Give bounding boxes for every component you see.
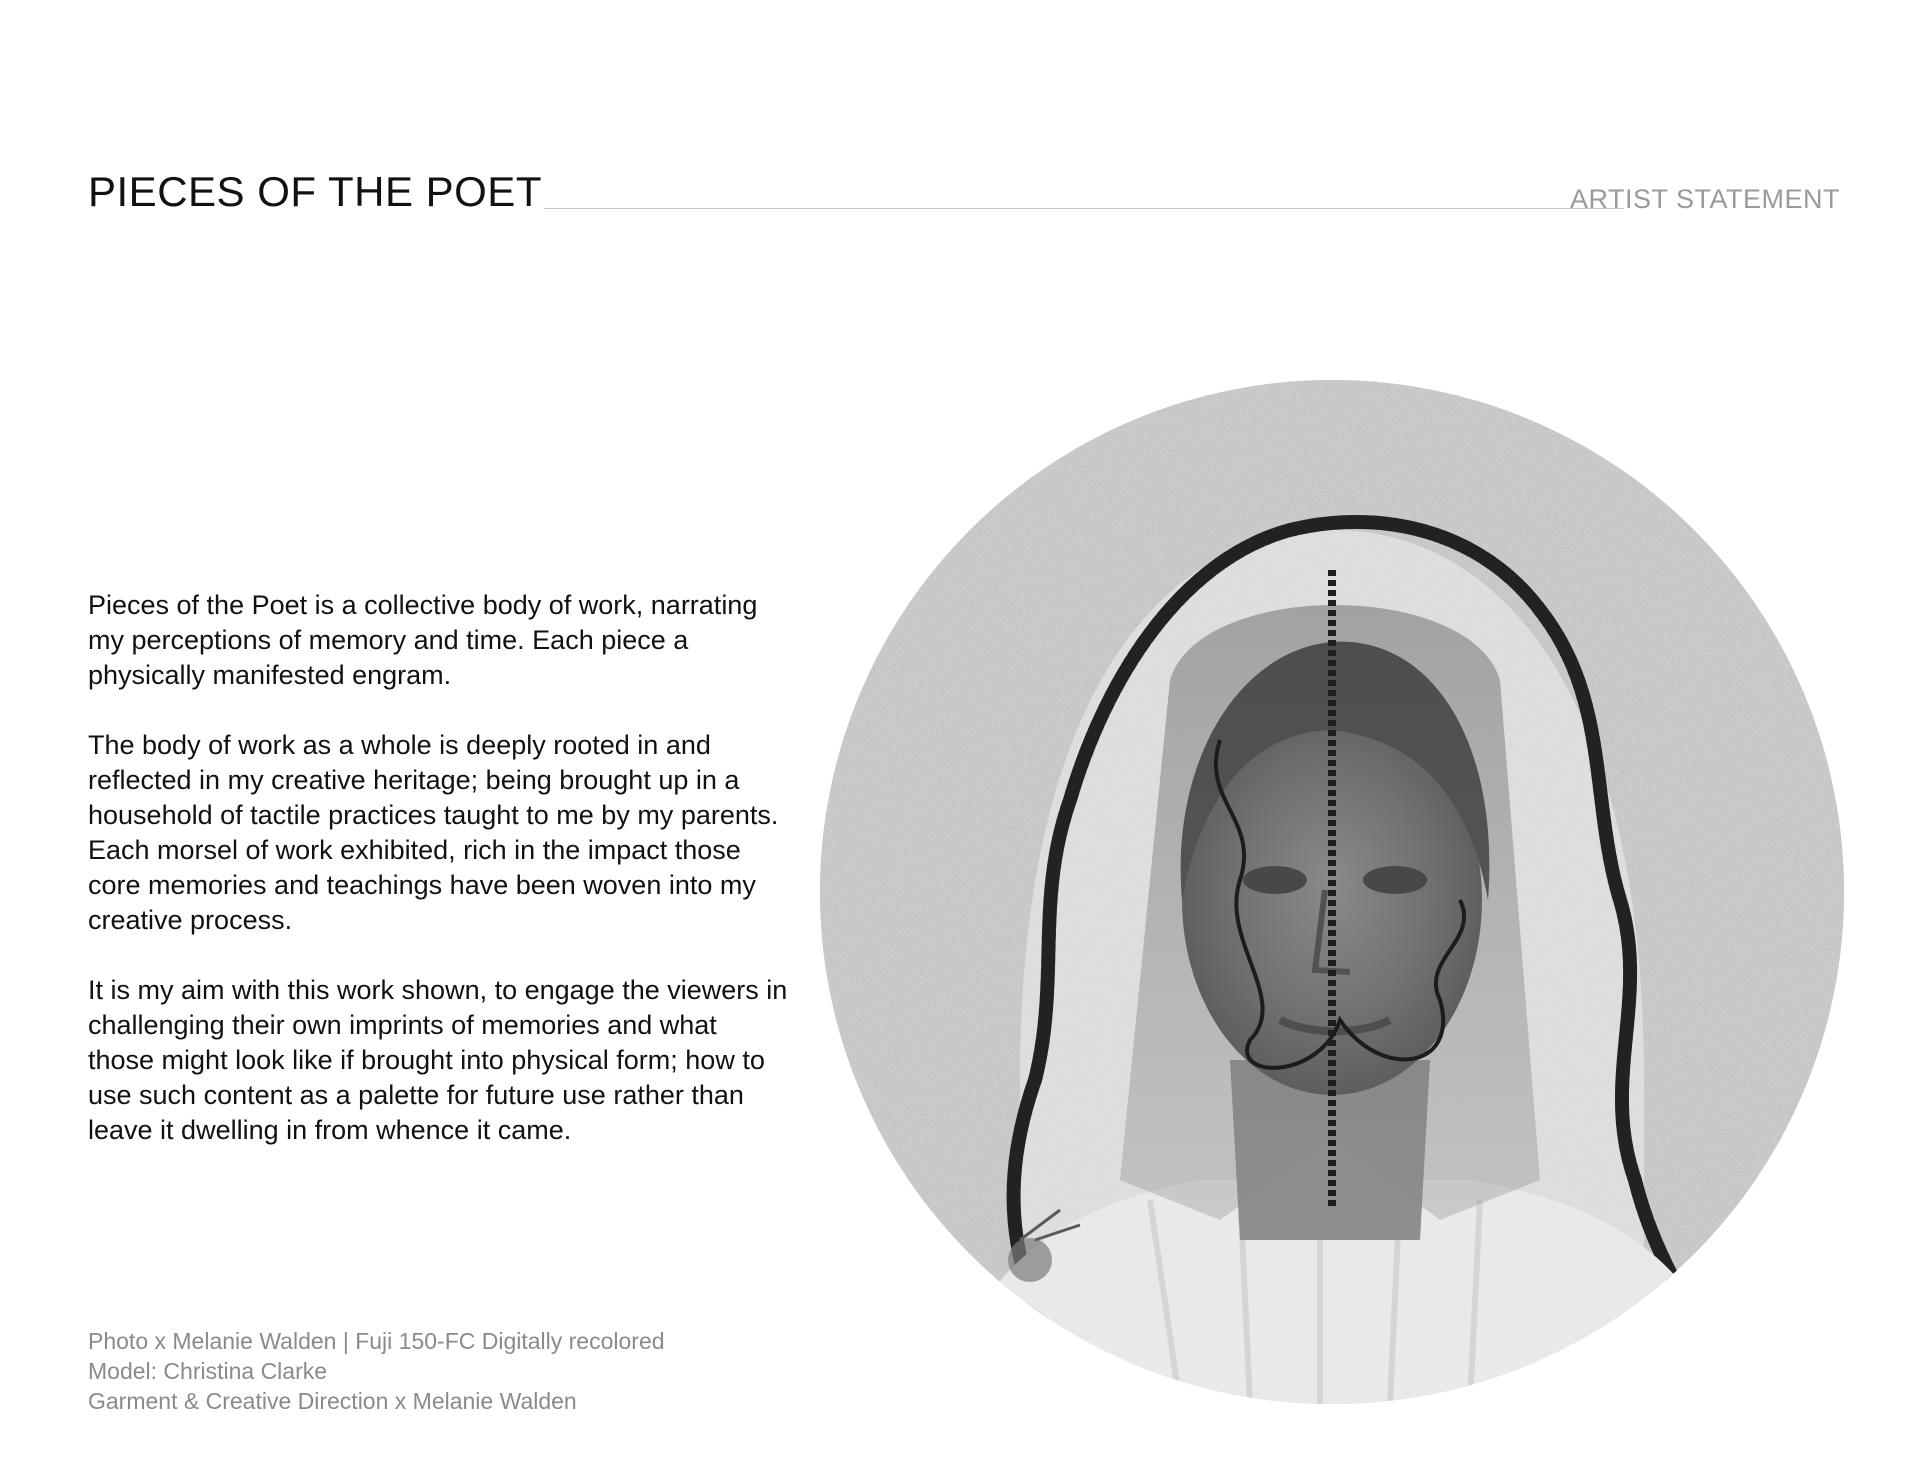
photo-credits (88, 1326, 808, 1416)
credit-photographer: Photo x Melanie Walden | Fuji 150-FC Digitally recolored (88, 1328, 665, 1354)
page-header (88, 168, 1840, 228)
statement-paragraph-2: The body of work as a whole is deeply rooted in and reflected in my creative heritage; being brought up in a household of tactile practices taught to me by my parents. Each morsel of work exhibited, rich in the impact those core memories and teachings have been woven into my creative process. (88, 730, 779, 935)
portrait-illustration (820, 380, 1844, 1404)
credit-direction: Garment & Creative Direction x Melanie Walden (88, 1388, 577, 1414)
header-divider (544, 208, 1624, 209)
statement-paragraph-3: It is my aim with this work shown, to engage the viewers in challenging their own imprints of memories and what those might look like if brought into physical form; how to use such content as a palette for future use rather than leave it dwelling in from whence it came. (88, 975, 788, 1145)
section-label: ARTIST STATEMENT (1569, 184, 1840, 214)
page-title: PIECES OF THE POET (88, 168, 542, 215)
artist-statement (88, 588, 788, 1183)
statement-paragraph-1: Pieces of the Poet is a collective body of work, narrating my perceptions of memory and time. Each piece a physically manifested engram. (88, 590, 758, 690)
credit-model: Model: Christina Clarke (88, 1358, 328, 1384)
portrait-photo (820, 380, 1844, 1404)
